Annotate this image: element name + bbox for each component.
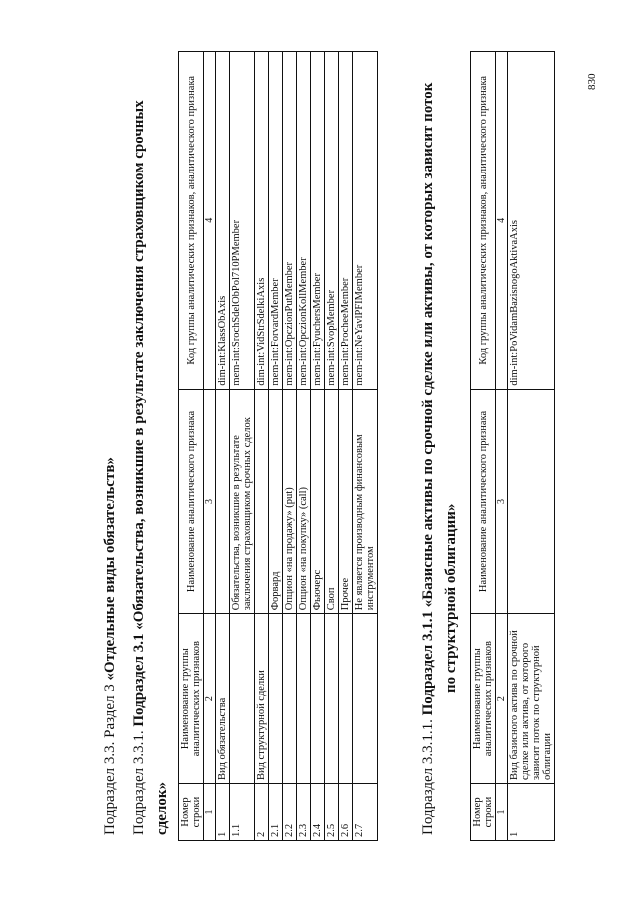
table-row — [230, 52, 255, 841]
column-number-row — [204, 52, 216, 841]
table-cell — [508, 389, 555, 614]
column-number: 1 — [496, 784, 508, 841]
table-cell — [230, 614, 255, 784]
table-cell: Фьючерс — [311, 389, 325, 614]
table-cell — [339, 614, 353, 784]
table-cell: 1 — [508, 784, 555, 841]
column-number: 4 — [204, 52, 216, 390]
header-cell: Код группы аналитических признаков, аналитического признака — [471, 52, 496, 390]
header-cell: Наименование группы аналитических признаков — [179, 614, 204, 784]
table-header-row — [471, 52, 496, 841]
column-number-row — [496, 52, 508, 841]
table-cell: mem-int:ProcheeMember — [339, 52, 353, 390]
table-cell: mem-int:FyuchersMember — [311, 52, 325, 390]
table-row — [339, 52, 353, 841]
subsubsection-heading: Подраздел 3.3.1.1. Подраздел 3.1.1 «Базисные активы по срочной сделке или активы, от которых зависит поток — [420, 82, 436, 835]
table-header-row — [179, 52, 204, 841]
table-cell: Вид структурной сделки — [255, 614, 269, 784]
table-row — [311, 52, 325, 841]
table-cell: Форвард — [269, 389, 283, 614]
table-cell: dim-int:PoVidamBazisnogoAktivaAxis — [508, 52, 555, 390]
table-row — [508, 52, 555, 841]
table-cell — [283, 614, 297, 784]
table-cell: dim-int:KlassObAxis — [216, 52, 230, 390]
subsection-heading: Подраздел 3.3.1. Подраздел 3.1 «Обязательства, возникшие в результате заключения страховщиком срочных — [131, 100, 147, 835]
table-2 — [470, 51, 555, 841]
table-cell — [269, 614, 283, 784]
column-number: 3 — [204, 389, 216, 614]
column-number: 2 — [204, 614, 216, 784]
table-cell — [325, 614, 339, 784]
header-cell: Код группы аналитических признаков, аналитического признака — [179, 52, 204, 390]
table-cell: 2.3 — [297, 784, 311, 841]
table-cell: mem-int:SvopMember — [325, 52, 339, 390]
header-cell: Наименование аналитического признака — [471, 389, 496, 614]
table-cell — [297, 614, 311, 784]
page-number: 830 — [586, 73, 598, 90]
table-cell: Обязательства, возникшие в результате заключения страховщиком срочных сделок — [230, 389, 255, 614]
table-cell: 2.1 — [269, 784, 283, 841]
column-number: 1 — [204, 784, 216, 841]
column-number: 4 — [496, 52, 508, 390]
table-cell: Своп — [325, 389, 339, 614]
table-cell: mem-int:OpczionKollMember — [297, 52, 311, 390]
table-cell: Прочее — [339, 389, 353, 614]
table-cell: 2.7 — [353, 784, 378, 841]
table-cell: 1.1 — [230, 784, 255, 841]
table-cell: mem-int:SrochSdelObPol710PMember — [230, 52, 255, 390]
table-cell: mem-int:ForvardMember — [269, 52, 283, 390]
table-cell: Опцион «на покупку» (call) — [297, 389, 311, 614]
table-cell — [311, 614, 325, 784]
table-row — [353, 52, 378, 841]
table-row — [297, 52, 311, 841]
table-cell — [255, 389, 269, 614]
table-row — [325, 52, 339, 841]
table-cell: Вид обязательства — [216, 614, 230, 784]
header-cell: Номер строки — [179, 784, 204, 841]
column-number: 2 — [496, 614, 508, 784]
table-cell: dim-int:VidStrSdelkiAxis — [255, 52, 269, 390]
table-row — [269, 52, 283, 841]
table-row — [216, 52, 230, 841]
subsubsection-heading-cont: по структурной облигации» — [443, 503, 459, 693]
table-cell: Вид базисного актива по срочной сделке или актива, от которого зависит поток по структурной облигации — [508, 614, 555, 784]
header-cell: Наименование аналитического признака — [179, 389, 204, 614]
header-cell: Номер строки — [471, 784, 496, 841]
table-row — [255, 52, 269, 841]
table-cell: 2.5 — [325, 784, 339, 841]
table-cell: Опцион «на продажу» (put) — [283, 389, 297, 614]
table-cell: 2 — [255, 784, 269, 841]
table-cell: 1 — [216, 784, 230, 841]
table-cell — [216, 389, 230, 614]
table-1 — [178, 51, 378, 841]
table-cell: Не является производным финансовым инструментом — [353, 389, 378, 614]
subsection-heading-cont: сделок» — [154, 782, 170, 835]
table-cell: 2.6 — [339, 784, 353, 841]
column-number: 3 — [496, 389, 508, 614]
table-cell: mem-int:OpczionPutMember — [283, 52, 297, 390]
section-heading: Подраздел 3.3. Раздел 3 «Отдельные виды обязательств» — [102, 457, 118, 835]
table-cell: 2.2 — [283, 784, 297, 841]
table-cell — [353, 614, 378, 784]
header-cell: Наименование группы аналитических признаков — [471, 614, 496, 784]
table-cell: 2.4 — [311, 784, 325, 841]
table-cell: mem-int:NeYavlPFIMember — [353, 52, 378, 390]
table-row — [283, 52, 297, 841]
